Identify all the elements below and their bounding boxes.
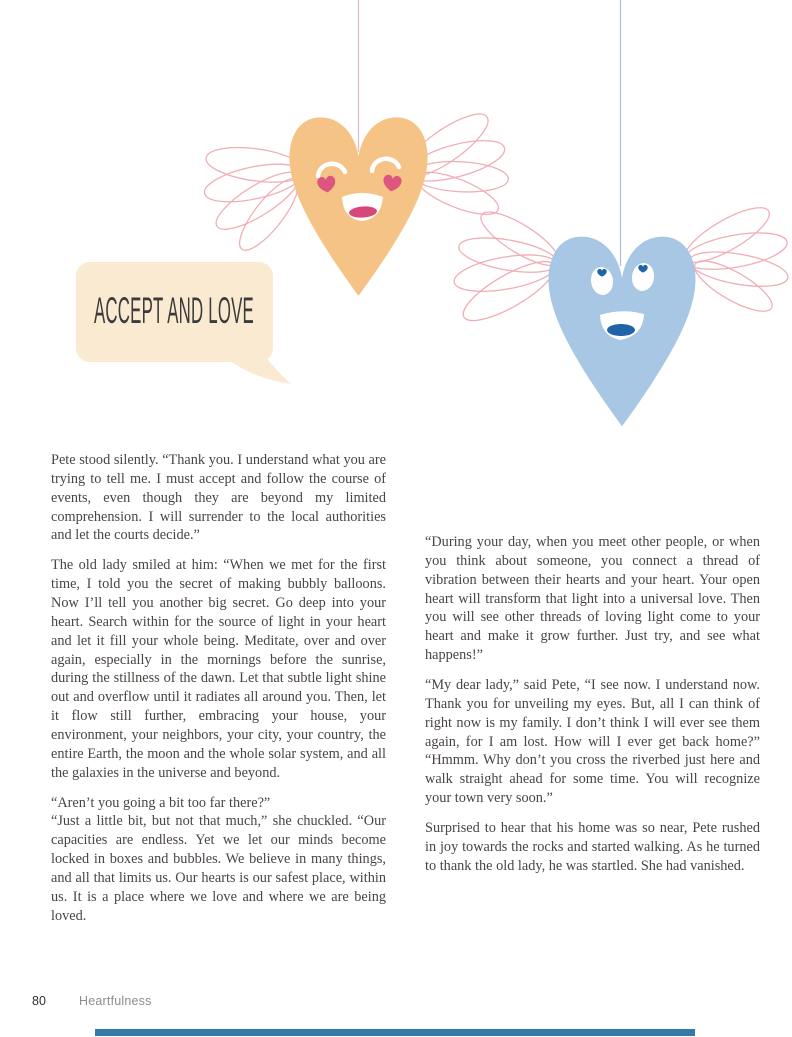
paragraph: “My dear lady,” said Pete, “I see now. I understand now. Thank you for unveiling my eyes. But, all I can think of right now is my family. I don’t think I will ever see them again, for I am lost. How will I ever get back home?” “Hmmm. Why don’t you cross the riverbed just here and walk straight ahead for some time. You will recognize your town very soon.”: [425, 677, 760, 807]
speech-bubble: [76, 262, 291, 384]
magazine-name: Heartfulness: [79, 994, 152, 1008]
paragraph: Pete stood silently. “Thank you. I understand what you are trying to tell me. I must accept and follow the course of events, even though they are beyond my limited comprehension. I will surrender to the local authorities and let the courts decide.”: [51, 452, 386, 544]
paragraph: Surprised to hear that his home was so near, Pete rushed in joy towards the rocks and started walking. As he turned to thank the old lady, he was startled. She had vanished.: [425, 820, 760, 874]
footer-rule: [95, 1029, 695, 1036]
blue-heart-left-wing-icon: [451, 203, 565, 331]
paragraph: “Just a little bit, but not that much,” she chuckled. “Our capacities are endless. Yet we let our minds become locked in boxes and bubbles. We believe in many things, and all that limits us. Our hearts is our safest place, within us. It is a place where we love and where we are being loved.: [51, 813, 386, 924]
paragraph: “Aren’t you going a bit too far there?”: [51, 794, 271, 811]
speech-bubble-label: ACCEPT AND LOVE: [94, 290, 254, 331]
blue-heart-right-wing-icon: [678, 198, 790, 320]
page-number: 80: [32, 994, 46, 1008]
hearts-illustration: [0, 0, 792, 440]
paragraph: “During your day, when you meet other people, or when you think about someone, you connect a thread of vibration between their hearts and your heart. Your open heart will transform that light into a universal love. Then you will see other threads of loving light come to your heart and make it grow further. Just try, and see what happens!”: [425, 534, 760, 664]
page-footer: [0, 994, 792, 1014]
right-column: [425, 533, 760, 887]
left-column: [51, 451, 386, 937]
paragraph: The old lady smiled at him: “When we met for the first time, I told you the secret of making bubbly balloons. Now I’ll tell you another big secret. Go deep into your heart. Search within for the source of light in your heart and let it fill your whole being. Meditate, over and over again, especially in the mornings before the sunrise, during the stillness of the dawn. Let that subtle light shine out and overflow until it radiates all around you. Then, let it flow still further, embracing your house, your environment, your neighbors, your city, your country, the entire Earth, the moon and the whole solar system, and all the galaxies in the universe and beyond.: [51, 557, 386, 781]
blue-tongue-icon: [607, 324, 635, 336]
